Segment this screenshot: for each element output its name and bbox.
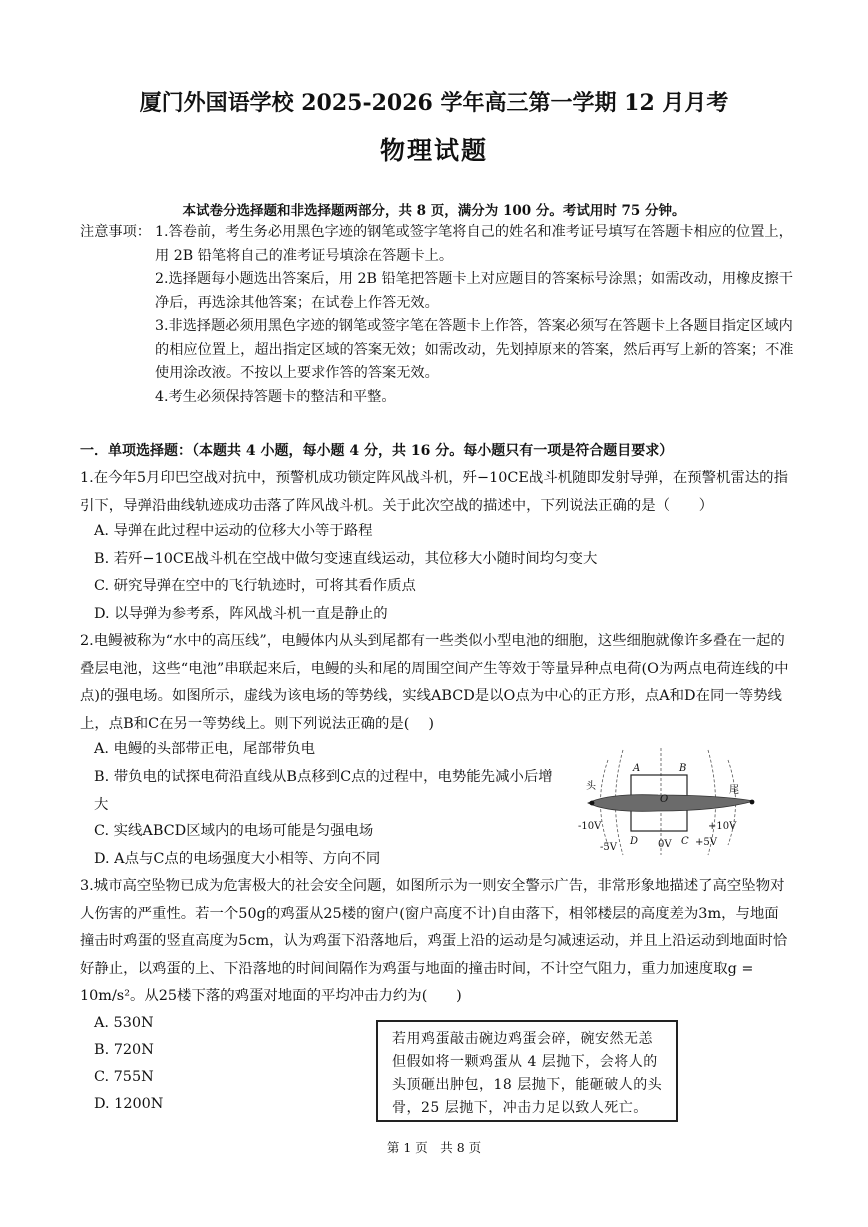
electric-eel-field-figure — [578, 745, 768, 857]
safety-warning-box — [376, 1020, 678, 1122]
label-a: A — [633, 763, 641, 774]
q1-option-d: D. 以导弹为参考系，阵风战斗机一直是静止的 — [94, 606, 388, 622]
note-item-3: 3.非选择题必须用黑色字迹的钢笔或签字笔在答题卡上作答，答案必须写在答题卡上各题目指定区域内的相应位置上，超出指定区域的答案无效；如需改动，先划掉原来的答案，然后再写上新的答案；不准使用涂改液。不按以上要求作答的答案无效。 — [155, 318, 794, 381]
q2-option-b: B. 带负电的试探电荷沿直线从B点移到C点的过程中，电势能先减小后增大 — [94, 769, 553, 813]
warning-line-3: 头顶砸出肿包，18 层抛下，能砸破人的头 — [392, 1077, 663, 1093]
eel-head-dot — [590, 801, 595, 806]
q1-option-a: A. 导弹在此过程中运动的位移大小等于路程 — [94, 523, 373, 539]
label-minus10v: -10V — [578, 821, 602, 832]
exam-intro: 本试卷分选择题和非选择题两部分，共 8 页，满分为 100 分。考试用时 75 分钟。 — [182, 203, 686, 219]
exam-title: 厦门外国语学校 2025-2026 学年高三第一学期 12 月月考 — [139, 90, 729, 116]
label-minus5v: -5V — [600, 842, 617, 853]
note-item-2: 2.选择题每小题选出答案后，用 2B 铅笔把答题卡上对应题目的答案标号涂黑；如需改动，用橡皮擦干净后，再选涂其他答案；在试卷上作答无效。 — [155, 271, 793, 311]
q3-option-d: D. 1200N — [94, 1096, 164, 1112]
warning-line-4: 骨，25 层抛下，冲击力足以致人死亡。 — [392, 1100, 648, 1116]
question-3-stem: 3.城市高空坠物已成为危害极大的社会安全问题，如图所示为一则安全警示广告，非常形象地描述了高空坠物对人伤害的严重性。若一个50g的鸡蛋从25楼的窗户(窗户高度不计)自由落下，相邻楼层的高度差为3m，与地面撞击时鸡蛋的竖直高度为5cm，认为鸡蛋下沿落地后，鸡蛋上沿的运动是匀减速运动，并且上沿运动到地面时恰好静止，以鸡蛋的上、下沿落地的时间间隔作为鸡蛋与地面的撞击时间，不计空气阻力，重力加速度取g = 10m/s²。从25楼下落的鸡蛋对地面的平均冲击力约为( ) — [80, 878, 788, 1004]
label-d: D — [630, 836, 639, 847]
question-2-stem: 2.电鳗被称为“水中的高压线”，电鳗体内从头到尾都有一些类似小型电池的细胞，这些细胞就像许多叠在一起的叠层电池，这些“电池”串联起来后，电鳗的头和尾的周围空间产生等效于等量异种点电荷(O为两点电荷连线的中点)的强电场。如图所示，虚线为该电场的等势线，实线ABCD是以O点为中心的正方形，点A和D在同一等势线上，点B和C在另一等势线上。则下列说法正确的是( ) — [80, 633, 789, 732]
label-o: O — [660, 794, 669, 805]
q3-option-a: A. 530N — [94, 1015, 154, 1031]
note-item-4: 4.考生必须保持答题卡的整洁和平整。 — [155, 389, 396, 405]
notes-lead: 注意事项： — [80, 224, 151, 240]
warning-line-2: 但假如将一颗鸡蛋从 4 层抛下，会将人的 — [392, 1054, 658, 1070]
label-c: C — [681, 836, 689, 847]
eel-tail-dot — [750, 800, 755, 805]
label-head: 头 — [586, 781, 596, 792]
label-0v: 0V — [658, 839, 672, 850]
label-tail: 尾 — [729, 785, 739, 796]
page-footer: 第 1 页 共 8 页 — [386, 1140, 482, 1155]
q3-option-c: C. 755N — [94, 1069, 154, 1085]
warning-line-1: 若用鸡蛋敲击碗边鸡蛋会碎，碗安然无恙 — [392, 1031, 653, 1047]
label-plus5v: +5V — [695, 837, 717, 848]
q3-option-b: B. 720N — [94, 1042, 154, 1058]
note-item-1: 1.答卷前，考生务必用黑色字迹的钢笔或签字笔将自己的姓名和准考证号填写在答题卡相应的位置上，用 2B 铅笔将自己的准考证号填涂在答题卡上。 — [155, 224, 793, 264]
q1-option-c: C. 研究导弹在空中的飞行轨迹时，可将其看作质点 — [94, 578, 416, 594]
q1-option-b: B. 若歼−10CE战斗机在空战中做匀变速直线运动，其位移大小随时间均匀变大 — [94, 551, 598, 567]
question-1-stem: 1.在今年5月印巴空战对抗中，预警机成功锁定阵风战斗机，歼−10CE战斗机随即发射导弹，在预警机雷达的指引下，导弹沿曲线轨迹成功击落了阵风战斗机。关于此次空战的描述中，下列说法正确的是（ ） — [80, 470, 788, 514]
section-heading: 一．单项选择题：（本题共 4 小题，每小题 4 分，共 16 分。每小题只有一项是符合题目要求） — [80, 443, 674, 459]
q2-option-d: D. A点与C点的电场强度大小相等、方向不同 — [94, 851, 381, 867]
label-b: B — [679, 763, 687, 774]
label-plus10v: +10V — [708, 821, 737, 832]
exam-subtitle: 物理试题 — [379, 136, 488, 165]
q2-option-c: C. 实线ABCD区域内的电场可能是匀强电场 — [94, 823, 374, 839]
eel-body — [588, 795, 754, 812]
q2-option-a: A. 电鳗的头部带正电，尾部带负电 — [94, 741, 316, 757]
